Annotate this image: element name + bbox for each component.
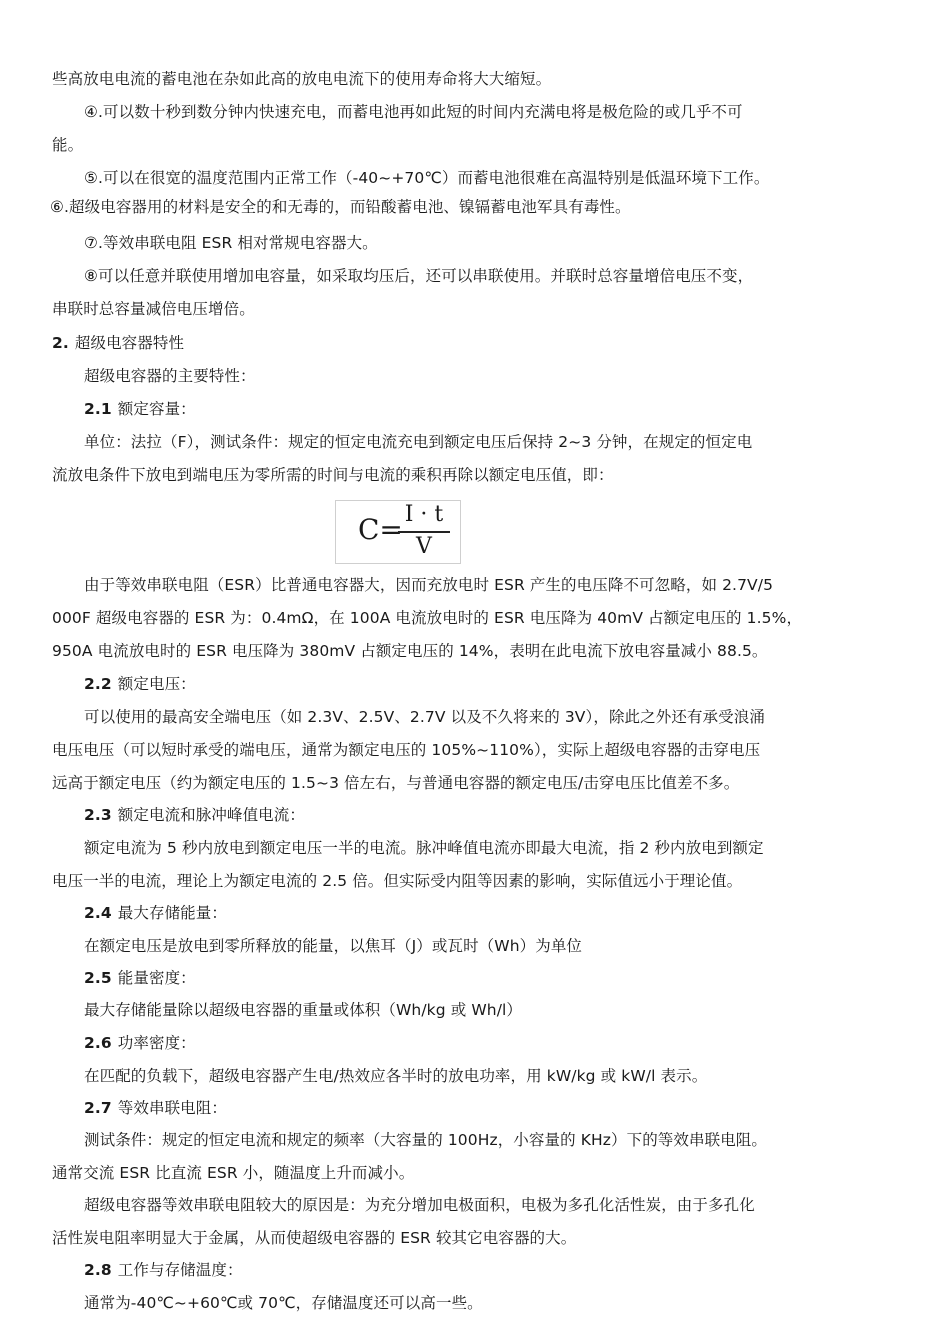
section-title: 工作与存储温度： (117, 1261, 243, 1279)
section-heading-2-8 (84, 1259, 243, 1281)
list-item-6: ⑥.超级电容器用的材料是安全的和无毒的，而铅酸蓄电池、镍镉蓄电池军具有毒性。 (50, 198, 631, 216)
section-heading-2-4 (84, 902, 227, 924)
section-heading-2-6 (84, 1032, 196, 1054)
section-heading-2-1 (84, 398, 196, 420)
paragraph-line: 电压一半的电流，理论上为额定电流的 2.5 倍。但实际受内阻等因素的影响，实际值远小于理论值。 (52, 872, 743, 890)
paragraph-line: 950A 电流放电时的 ESR 电压降为 380mV 占额定电压的 14%，表明在此电流下放电容量减小 88.5。 (52, 642, 768, 660)
paragraph-line: 通常交流 ESR 比直流 ESR 小，随温度上升而减小。 (52, 1164, 415, 1182)
paragraph-line: 远高于额定电压（约为额定电压的 1.5~3 倍左右，与普通电容器的额定电压/击穿电压比值差不多。 (52, 774, 740, 792)
section-title: 额定电流和脉冲峰值电流： (117, 806, 305, 824)
paragraph-line: 额定电流为 5 秒内放电到额定电压一半的电流。脉冲峰值电流亦即最大电流，指 2 秒内放电到额定 (84, 839, 764, 857)
section-heading-2 (52, 332, 184, 354)
section-title: 额定电压： (117, 675, 196, 693)
section-number: 2.7 (84, 1099, 112, 1117)
paragraph-line: 能。 (52, 136, 84, 154)
section-number: 2.3 (84, 806, 112, 824)
formula-denominator: V (416, 534, 432, 559)
paragraph-line: 000F 超级电容器的 ESR 为：0.4mΩ，在 100A 电流放电时的 ESR 电压降为 40mV 占额定电压的 1.5%， (52, 609, 803, 627)
section-title: 额定容量： (117, 400, 196, 418)
paragraph-line: 测试条件：规定的恒定电流和规定的频率（大容量的 100Hz，小容量的 KHz）下的等效串联电阻。 (84, 1131, 767, 1149)
formula-lhs: C= (358, 513, 403, 546)
paragraph-line: 流放电条件下放电到端电压为零所需的时间与电流的乘积再除以额定电压值，即： (52, 466, 614, 484)
paragraph-line: 超级电容器的主要特性： (84, 367, 256, 385)
section-number: 2.2 (84, 675, 112, 693)
paragraph-line: 些高放电电流的蓄电池在杂如此高的放电电流下的使用寿命将大大缩短。 (52, 70, 552, 88)
list-item-7: ⑦.等效串联电阻 ESR 相对常规电容器大。 (84, 234, 378, 252)
formula-numerator: I · t (404, 502, 444, 527)
paragraph-line: 活性炭电阻率明显大于金属，从而使超级电容器的 ESR 较其它电容器的大。 (52, 1229, 577, 1247)
section-title: 最大存储能量： (117, 904, 227, 922)
paragraph-line: 在匹配的负载下，超级电容器产生电/热效应各半时的放电功率，用 kW/kg 或 kW/l 表示。 (84, 1067, 708, 1085)
section-title: 超级电容器特性 (74, 334, 185, 352)
list-item-8: ⑧可以任意并联使用增加电容量，如采取均压后，还可以串联使用。并联时总容量增倍电压不变， (84, 267, 754, 285)
fraction-bar (398, 531, 450, 533)
paragraph-line: 单位：法拉（F），测试条件：规定的恒定电流充电到额定电压后保持 2~3 分钟，在规定的恒定电 (84, 433, 753, 451)
paragraph-line: 由于等效串联电阻（ESR）比普通电容器大，因而充放电时 ESR 产生的电压降不可忽略，如 2.7V/5 (84, 576, 774, 594)
list-item-4: ④.可以数十秒到数分钟内快速充电，而蓄电池再如此短的时间内充满电将是极危险的或几乎不可 (84, 103, 743, 121)
paragraph-line: 通常为-40℃~+60℃或 70℃，存储温度还可以高一些。 (84, 1294, 483, 1312)
section-number: 2.5 (84, 969, 112, 987)
section-heading-2-2 (84, 673, 196, 695)
section-number: 2.8 (84, 1261, 112, 1279)
paragraph-line: 超级电容器等效串联电阻较大的原因是：为充分增加电极面积，电极为多孔化活性炭，由于多孔化 (84, 1196, 755, 1214)
section-heading-2-7 (84, 1097, 227, 1119)
section-title: 能量密度： (117, 969, 196, 987)
paragraph-line: 串联时总容量减倍电压增倍。 (52, 300, 255, 318)
paragraph-line: 电压电压（可以短时承受的端电压，通常为额定电压的 105%~110%），实际上超级电容器的击穿电压 (52, 741, 761, 759)
paragraph-line: 在额定电压是放电到零所释放的能量，以焦耳（J）或瓦时（Wh）为单位 (84, 937, 583, 955)
list-item-5: ⑤.可以在很宽的温度范围内正常工作（-40~+70℃）而蓄电池很难在高温特别是低温环境下工作。 (84, 169, 770, 187)
section-title: 功率密度： (117, 1034, 196, 1052)
paragraph-line: 可以使用的最高安全端电压（如 2.3V、2.5V、2.7V 以及不久将来的 3V），除此之外还有承受浪涌 (84, 708, 765, 726)
section-heading-2-3 (84, 804, 305, 826)
paragraph-line: 最大存储能量除以超级电容器的重量或体积（Wh/kg 或 Wh/l） (84, 1001, 523, 1019)
section-number: 2. (52, 334, 69, 352)
section-number: 2.4 (84, 904, 112, 922)
section-heading-2-5 (84, 967, 196, 989)
section-title: 等效串联电阻： (117, 1099, 227, 1117)
section-number: 2.6 (84, 1034, 112, 1052)
section-number: 2.1 (84, 400, 112, 418)
capacitance-formula (335, 500, 461, 564)
